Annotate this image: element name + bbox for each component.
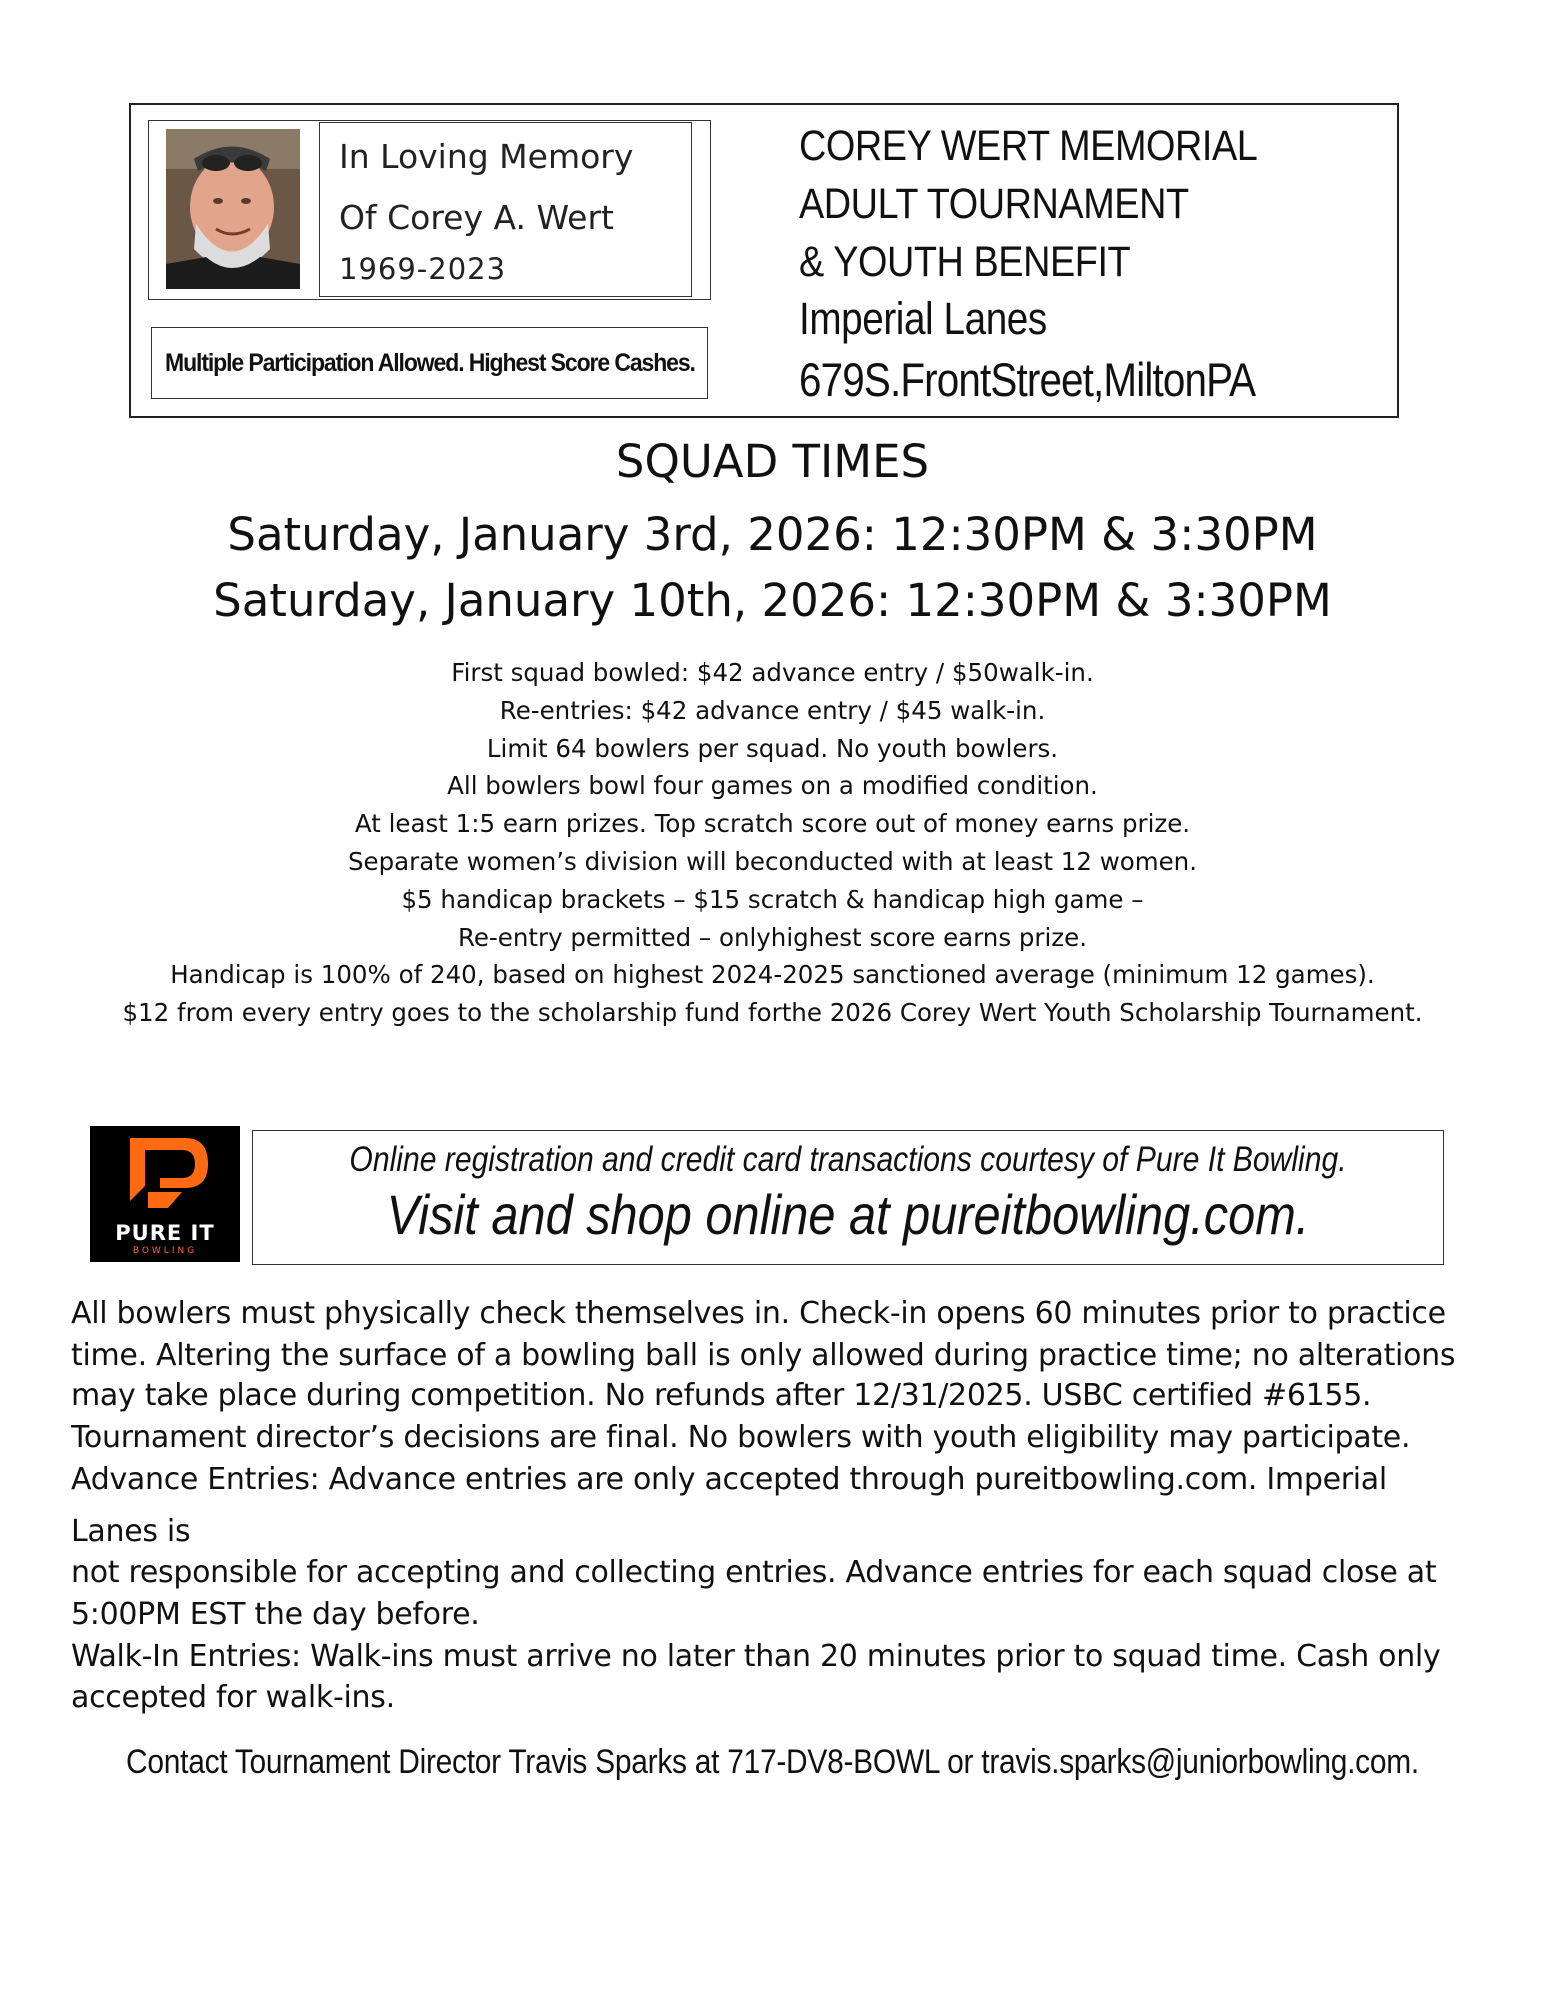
- title-line-2: ADULT TOURNAMENT: [799, 180, 1189, 228]
- title-line-3: & YOUTH BENEFIT: [799, 238, 1131, 286]
- body-line: may take place during competition. No refunds after 12/31/2025. USBC certified #6155.: [71, 1378, 1372, 1413]
- logo-text: PURE IT: [115, 1221, 215, 1245]
- squad-time-1: Saturday, January 3rd, 2026: 12:30PM & 3:30PM: [227, 508, 1318, 561]
- rule-line: $12 from every entry goes to the scholarship fund forthe 2026 Corey Wert Youth Scholarship Tournament.: [122, 998, 1423, 1028]
- memory-line-1: In Loving Memory: [339, 137, 634, 176]
- body-line: accepted for walk-ins.: [71, 1680, 395, 1715]
- body-line: Tournament director’s decisions are final. No bowlers with youth eligibility may participate.: [71, 1420, 1411, 1455]
- participation-box: [151, 327, 708, 399]
- rule-line: Re-entries: $42 advance entry / $45 walk-in.: [499, 695, 1046, 725]
- squad-time-2: Saturday, January 10th, 2026: 12:30PM & 3:30PM: [213, 574, 1332, 627]
- body-line: Walk-In Entries: Walk-ins must arrive no later than 20 minutes prior to squad time. Cash only: [71, 1639, 1441, 1674]
- rules-list: [0, 654, 1545, 1032]
- rule-line: Handicap is 100% of 240, based on highest 2024-2025 sanctioned average (minimum 12 games).: [170, 960, 1375, 990]
- memorial-photo: [166, 129, 300, 289]
- rule-line: At least 1:5 earn prizes. Top scratch score out of money earns prize.: [354, 809, 1191, 839]
- body-line: Advance Entries: Advance entries are only accepted through pureitbowling.com. Imperial: [71, 1462, 1387, 1497]
- rule-line: Limit 64 bowlers per squad. No youth bowlers.: [486, 733, 1059, 763]
- venue-address: 679S.FrontStreet,MiltonPA: [799, 353, 1256, 406]
- body-line: 5:00PM EST the day before.: [71, 1597, 480, 1632]
- memory-line-2: Of Corey A. Wert: [339, 198, 614, 237]
- rule-line: First squad bowled: $42 advance entry / $50walk-in.: [451, 658, 1094, 687]
- participation-note: Multiple Participation Allowed. Highest Score Cashes.: [164, 348, 695, 377]
- squad-times-heading: SQUAD TIMES: [615, 435, 930, 488]
- rule-line: All bowlers bowl four games on a modified condition.: [447, 771, 1098, 801]
- body-line: Lanes is: [71, 1514, 191, 1549]
- sponsor-line-1: Online registration and credit card transactions courtesy of Pure It Bowling.: [349, 1140, 1347, 1179]
- logo-subtext: BOWLING: [132, 1246, 198, 1256]
- body-line: not responsible for accepting and collecting entries. Advance entries for each squad close at: [71, 1555, 1437, 1590]
- rule-line: Separate women’s division will beconducted with at least 12 women.: [347, 846, 1198, 876]
- rule-line: Re-entry permitted – onlyhighest score earns prize.: [457, 922, 1088, 952]
- memory-years: 1969-2023: [339, 252, 507, 286]
- body-line: time. Altering the surface of a bowling ball is only allowed during practice time; no alterations: [71, 1338, 1456, 1373]
- pure-it-logo: [90, 1126, 240, 1262]
- title-line-1: COREY WERT MEMORIAL: [799, 122, 1258, 170]
- sponsor-line-2: Visit and shop online at pureitbowling.com.: [386, 1183, 1310, 1246]
- body-line: All bowlers must physically check themselves in. Check-in opens 60 minutes prior to practice: [71, 1296, 1446, 1331]
- venue-name: Imperial Lanes: [799, 293, 1047, 344]
- contact-line: Contact Tournament Director Travis Sparks at 717-DV8-BOWL or travis.sparks@juniorbowling.com.: [126, 1743, 1419, 1781]
- rule-line: $5 handicap brackets – $15 scratch & handicap high game –: [401, 884, 1144, 914]
- pure-it-logo-icon: [90, 1126, 240, 1226]
